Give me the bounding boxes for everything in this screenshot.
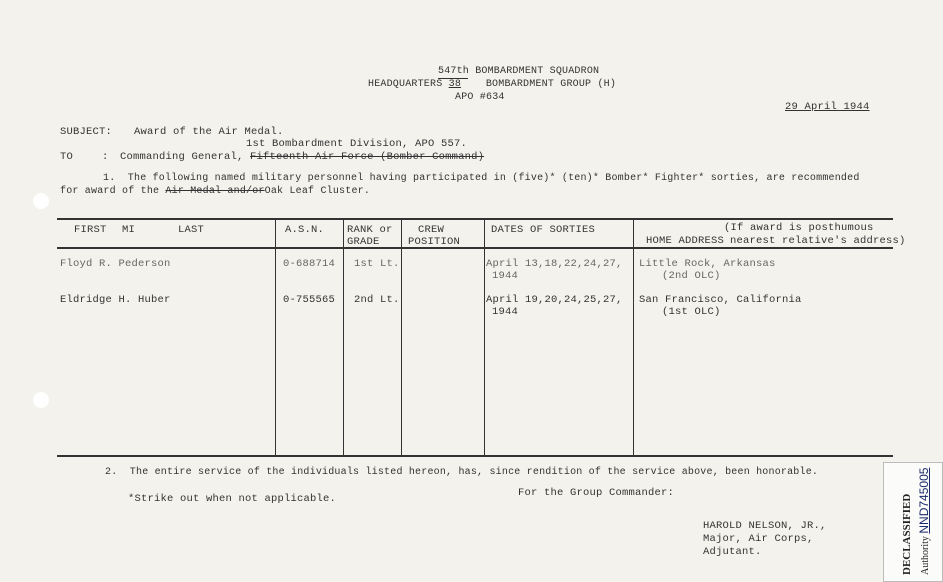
signature-title-1: Major, Air Corps, — [703, 533, 814, 545]
table-row-1-rank: 1st Lt. — [354, 258, 400, 270]
th-relative: nearest relative's address) — [730, 235, 906, 247]
document-date: 29 April 1944 — [785, 101, 870, 113]
th-name-last: LAST — [178, 224, 205, 236]
punch-hole-bottom — [33, 392, 49, 408]
to-text: Commanding General, Fifteenth Air Force (Bomber Command) — [120, 151, 485, 163]
signature-name: HAROLD NELSON, JR., — [703, 520, 827, 532]
declassified-authority-number: NND745005 — [917, 467, 931, 534]
signature-for-line: For the Group Commander: — [518, 487, 675, 499]
th-crew-2: POSITION — [408, 236, 461, 248]
table-row-2-address-1: San Francisco, California — [639, 294, 802, 306]
signature-title-2: Adjutant. — [703, 546, 762, 558]
declassified-stamp — [883, 462, 943, 582]
th-posthumous: (If award is posthumous — [724, 222, 874, 234]
apo-line: APO #634 — [455, 92, 505, 103]
th-asn: A.S.N. — [285, 224, 325, 236]
subject-label: SUBJECT: — [60, 126, 113, 138]
footnote-text: *Strike out when not applicable. — [128, 493, 337, 505]
to-colon: : — [102, 151, 109, 163]
table-row-2-rank: 2nd Lt. — [354, 294, 400, 306]
table-bottom-line — [57, 455, 893, 457]
table-row-1-dates-2: 1944 — [492, 270, 519, 282]
table-col-divider-address — [633, 218, 634, 455]
to-struck-text: Fifteenth Air Force (Bomber Command) — [250, 151, 485, 163]
table-top-line — [57, 218, 893, 220]
squadron-line: 547th BOMBARDMENT SQUADRON — [438, 66, 600, 77]
table-row-1-asn: 0-688714 — [283, 258, 336, 270]
table-col-divider-crew — [401, 218, 402, 455]
table-row-2-address-2: (1st OLC) — [662, 306, 721, 318]
table-row-2-asn: 0-755565 — [283, 294, 336, 306]
group-number: 38 — [448, 79, 462, 90]
table-row-2-name: Eldridge H. Huber — [60, 294, 171, 306]
th-crew-1: CREW — [418, 224, 445, 236]
declassified-authority: Authority NND745005 — [917, 467, 931, 575]
table-col-divider-asn — [275, 218, 276, 455]
th-rank-1: RANK or — [347, 224, 393, 236]
table-header-line — [57, 247, 893, 249]
para1-struck-text: Air Medal and/or — [165, 186, 265, 197]
th-rank-2: GRADE — [347, 236, 380, 248]
subject-text: Award of the Air Medal. — [134, 126, 284, 138]
table-col-divider-rank — [343, 218, 344, 455]
table-row-2-dates-1: April 19,20,24,25,27, — [486, 294, 623, 306]
para1-line1: 1. The following named military personnel having participated in (five)* (ten)* Bomber* Fighter* sorties, are recommended — [103, 173, 860, 184]
table-row-1-address-1: Little Rock, Arkansas — [639, 258, 776, 270]
para2-text: 2. The entire service of the individuals listed hereon, has, since rendition of the service above, been honorable. — [105, 467, 819, 478]
th-name-first: FIRST — [74, 224, 107, 236]
table-row-1-name: Floyd R. Pederson — [60, 258, 171, 270]
to-label: TO — [60, 151, 74, 163]
punch-hole-top — [33, 193, 49, 209]
table-row-2-dates-2: 1944 — [492, 306, 519, 318]
headquarters-line: HEADQUARTERS 38 BOMBARDMENT GROUP (H) — [368, 79, 617, 90]
th-address: HOME ADDRESS — [646, 235, 725, 247]
th-dates: DATES OF SORTIES — [491, 224, 596, 236]
table-col-divider-dates — [484, 218, 485, 455]
table-row-1-address-2: (2nd OLC) — [662, 270, 721, 282]
para1-line2: for award of the Air Medal and/orOak Leaf Cluster. — [60, 186, 371, 197]
table-row-1-dates-1: April 13,18,22,24,27, — [486, 258, 623, 270]
declassified-label: DECLASSIFIED — [901, 493, 913, 575]
to-inserted-text: 1st Bombardment Division, APO 557. — [246, 138, 468, 150]
th-name-mi: MI — [122, 224, 136, 236]
